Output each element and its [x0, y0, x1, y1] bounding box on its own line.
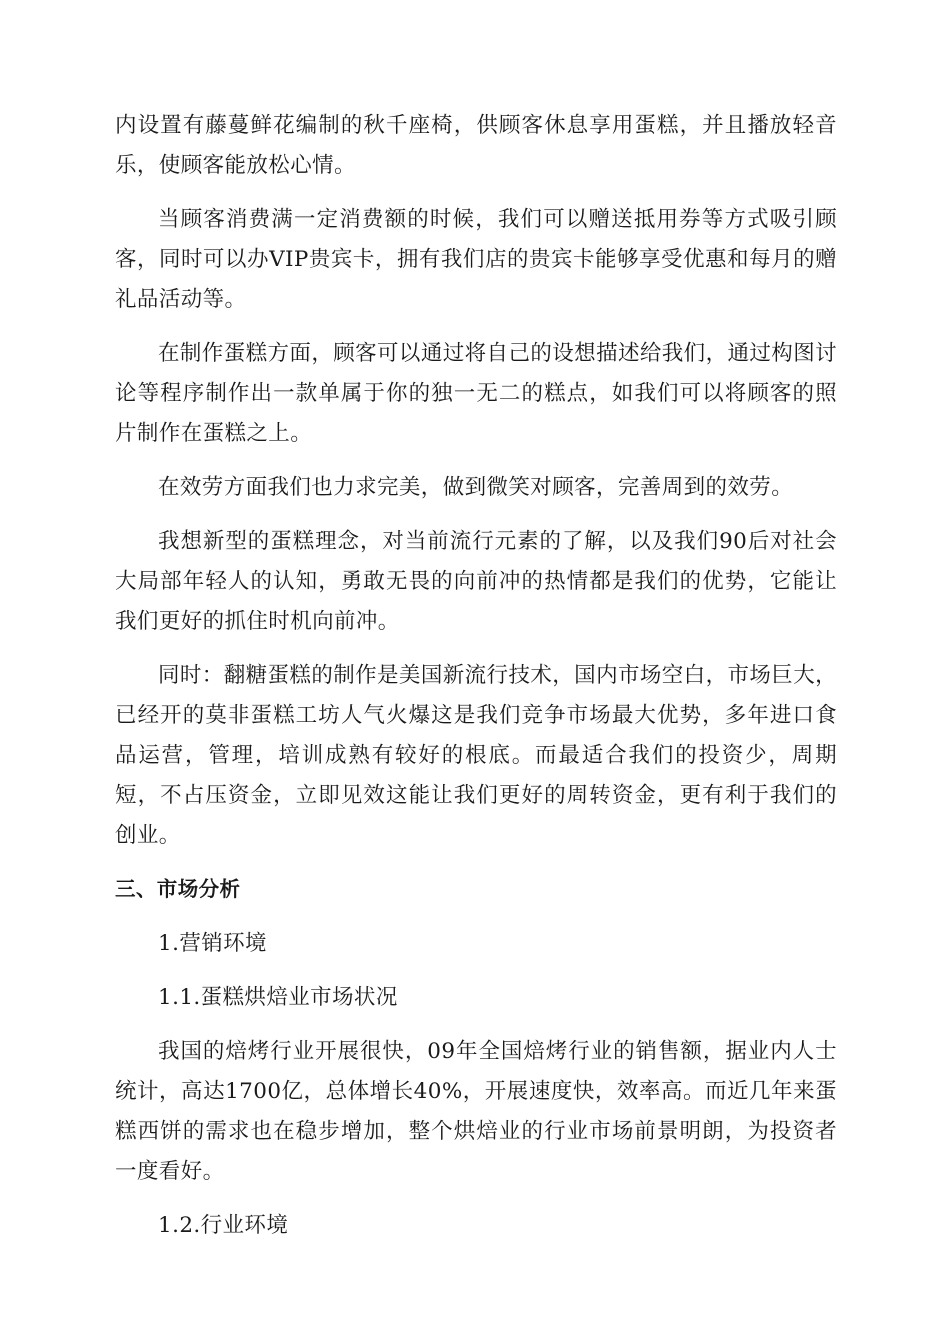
subheading-bakery-market-status: 1.1.蛋糕烘焙业市场状况: [158, 985, 398, 1010]
paragraph-continued: 内设置有藤蔓鲜花编制的秋千座椅，供顾客休息享用蛋糕，并且播放轻音乐，使顾客能放松心情。: [115, 113, 837, 178]
paragraph-service: 在效劳方面我们也力求完美，做到微笑对顾客，完善周到的效劳。: [158, 475, 794, 500]
document-body: [115, 106, 837, 1260]
paragraph-custom-cake: 在制作蛋糕方面，顾客可以通过将自己的设想描述给我们，通过构图讨论等程序制作出一款单属于你的独一无二的糕点，如我们可以将顾客的照片制作在蛋糕之上。: [115, 341, 837, 446]
section-heading-market-analysis: 三、市场分析: [115, 877, 241, 901]
paragraph-advantages: 我想新型的蛋糕理念，对当前流行元素的了解，以及我们90后对社会大局部年轻人的认知，勇敢无畏的向前冲的热情都是我们的优势，它能让我们更好的抓住时机向前冲。: [115, 529, 837, 634]
paragraph-vip-card: 当顾客消费满一定消费额的时候，我们可以赠送抵用券等方式吸引顾客，同时可以办VIP贵宾卡，拥有我们店的贵宾卡能够享受优惠和每月的赠礼品活动等。: [115, 207, 837, 312]
subheading-industry-environment: 1.2.行业环境: [158, 1213, 289, 1238]
subheading-marketing-environment: 1.营销环境: [158, 931, 267, 956]
paragraph-fondant-market: 同时：翻糖蛋糕的制作是美国新流行技术，国内市场空白，市场巨大，已经开的莫非蛋糕工坊人气火爆这是我们竞争市场最大优势，多年进口食品运营，管理，培训成熟有较好的根底。而最适合我们的投资少，周期短，不占压资金，立即见效这能让我们更好的周转资金，更有利于我们的创业。: [115, 663, 837, 848]
paragraph-bakery-industry: 我国的焙烤行业开展很快，09年全国焙烤行业的销售额，据业内人士统计，高达1700亿，总体增长40%，开展速度快，效率高。而近几年来蛋糕西饼的需求也在稳步增加，整个烘焙业的行业市场前景明朗，为投资者一度看好。: [115, 1039, 837, 1184]
